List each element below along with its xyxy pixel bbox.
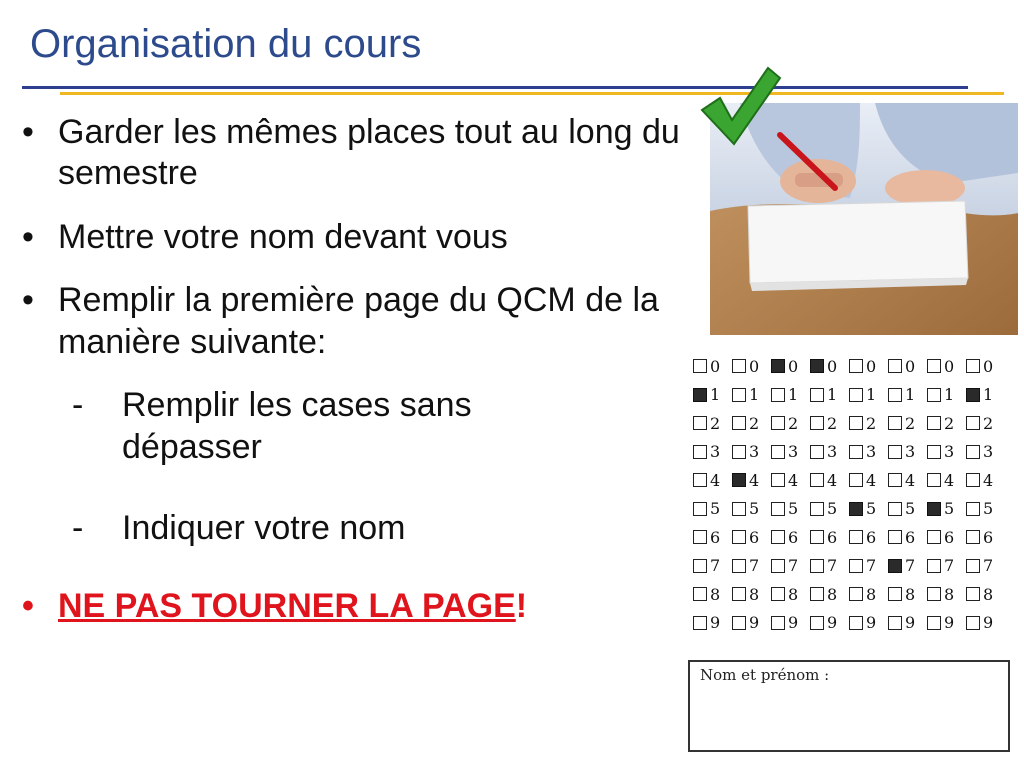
answer-box xyxy=(927,473,941,487)
answer-digit: 7 xyxy=(905,556,916,576)
answer-cell xyxy=(888,385,927,404)
answer-digit: 8 xyxy=(944,584,955,604)
answer-box xyxy=(810,502,824,516)
answer-box xyxy=(888,388,902,402)
answer-digit: 9 xyxy=(866,613,877,633)
answer-box xyxy=(693,559,707,573)
answer-box xyxy=(771,616,785,630)
answer-cell xyxy=(927,385,966,404)
answer-cell xyxy=(966,528,1005,547)
answer-digit: 3 xyxy=(788,442,799,462)
answer-cell xyxy=(849,471,888,490)
bullet-item xyxy=(22,112,682,195)
answer-digit: 0 xyxy=(866,356,877,376)
answer-digit: 8 xyxy=(983,584,994,604)
answer-box-filled xyxy=(810,359,824,373)
answer-box xyxy=(849,530,863,544)
answer-box-filled xyxy=(888,559,902,573)
answer-box xyxy=(810,473,824,487)
answer-box xyxy=(849,473,863,487)
answer-row xyxy=(693,409,1005,438)
bullet-item xyxy=(22,280,682,363)
answer-box xyxy=(732,445,746,459)
answer-digit: 6 xyxy=(749,527,760,547)
answer-cell xyxy=(810,585,849,604)
answer-digit: 5 xyxy=(905,499,916,519)
answer-box xyxy=(849,616,863,630)
answer-box xyxy=(849,587,863,601)
answer-cell xyxy=(849,585,888,604)
answer-digit: 0 xyxy=(788,356,799,376)
answer-box xyxy=(849,445,863,459)
answer-digit: 2 xyxy=(827,413,838,433)
slide-title: Organisation du cours xyxy=(30,22,422,66)
answer-box xyxy=(693,445,707,459)
answer-digit: 0 xyxy=(827,356,838,376)
answer-cell xyxy=(849,613,888,632)
answer-cell xyxy=(849,385,888,404)
answer-cell xyxy=(888,414,927,433)
answer-cell xyxy=(888,442,927,461)
answer-cell xyxy=(927,357,966,376)
answer-digit: 4 xyxy=(866,470,877,490)
answer-digit: 1 xyxy=(710,385,721,405)
answer-box xyxy=(810,559,824,573)
title-underline-accent xyxy=(60,92,1004,95)
answer-cell xyxy=(966,357,1005,376)
answer-cell xyxy=(927,585,966,604)
bullet-marker: • xyxy=(22,586,34,625)
answer-cell xyxy=(693,585,732,604)
answer-digit: 5 xyxy=(749,499,760,519)
title-underline-primary xyxy=(22,86,968,89)
bullet-item xyxy=(22,217,682,258)
answer-digit: 7 xyxy=(788,556,799,576)
answer-cell xyxy=(966,556,1005,575)
answer-digit: 9 xyxy=(788,613,799,633)
answer-cell xyxy=(732,585,771,604)
answer-digit: 9 xyxy=(905,613,916,633)
answer-cell xyxy=(732,499,771,518)
answer-digit: 2 xyxy=(710,413,721,433)
answer-row xyxy=(693,523,1005,552)
answer-digit: 3 xyxy=(749,442,760,462)
answer-box xyxy=(849,559,863,573)
answer-cell xyxy=(732,414,771,433)
answer-digit: 0 xyxy=(983,356,994,376)
answer-cell xyxy=(771,613,810,632)
answer-digit: 6 xyxy=(983,527,994,547)
bullet-text: Mettre votre nom devant vous xyxy=(58,217,508,256)
answer-digit: 8 xyxy=(905,584,916,604)
answer-cell xyxy=(810,556,849,575)
answer-digit: 6 xyxy=(944,527,955,547)
answer-cell xyxy=(888,528,927,547)
answer-cell xyxy=(732,613,771,632)
answer-digit: 4 xyxy=(944,470,955,490)
answer-digit: 3 xyxy=(866,442,877,462)
answer-box xyxy=(966,530,980,544)
answer-box xyxy=(810,616,824,630)
answer-digit: 8 xyxy=(749,584,760,604)
answer-digit: 4 xyxy=(905,470,916,490)
answer-cell xyxy=(693,499,732,518)
answer-digit: 3 xyxy=(905,442,916,462)
answer-box xyxy=(888,445,902,459)
bullet-marker: • xyxy=(22,217,34,256)
answer-digit: 2 xyxy=(944,413,955,433)
answer-digit: 4 xyxy=(827,470,838,490)
answer-box xyxy=(810,530,824,544)
warning-suffix: ! xyxy=(515,586,528,625)
answer-box-filled xyxy=(966,388,980,402)
answer-box xyxy=(810,445,824,459)
answer-box xyxy=(771,445,785,459)
answer-box xyxy=(966,359,980,373)
answer-digit: 1 xyxy=(827,385,838,405)
answer-cell xyxy=(771,442,810,461)
answer-digit: 7 xyxy=(710,556,721,576)
answer-box xyxy=(888,616,902,630)
answer-cell xyxy=(927,414,966,433)
answer-box xyxy=(693,359,707,373)
answer-box xyxy=(888,530,902,544)
answer-cell xyxy=(966,414,1005,433)
answer-digit: 1 xyxy=(749,385,760,405)
answer-digit: 6 xyxy=(827,527,838,547)
answer-box xyxy=(732,416,746,430)
answer-box xyxy=(888,473,902,487)
answer-digit: 7 xyxy=(983,556,994,576)
answer-digit: 6 xyxy=(710,527,721,547)
answer-box xyxy=(849,388,863,402)
answer-digit: 8 xyxy=(827,584,838,604)
answer-cell xyxy=(966,442,1005,461)
answer-cell xyxy=(693,385,732,404)
answer-cell xyxy=(966,585,1005,604)
answer-digit: 1 xyxy=(905,385,916,405)
bullet-text: Garder les mêmes places tout au long du semestre xyxy=(58,113,680,193)
answer-digit: 2 xyxy=(983,413,994,433)
answer-cell xyxy=(771,499,810,518)
answer-digit: 2 xyxy=(788,413,799,433)
answer-cell xyxy=(966,613,1005,632)
answer-box xyxy=(771,473,785,487)
answer-box xyxy=(888,587,902,601)
answer-box xyxy=(693,530,707,544)
answer-box xyxy=(966,502,980,516)
answer-digit: 8 xyxy=(710,584,721,604)
answer-box xyxy=(888,359,902,373)
answer-digit: 8 xyxy=(866,584,877,604)
answer-box xyxy=(732,359,746,373)
answer-cell xyxy=(693,442,732,461)
answer-cell xyxy=(888,499,927,518)
answer-digit: 3 xyxy=(944,442,955,462)
answer-digit: 1 xyxy=(983,385,994,405)
answer-digit: 2 xyxy=(905,413,916,433)
answer-cell xyxy=(771,556,810,575)
answer-box xyxy=(771,587,785,601)
answer-cell xyxy=(927,471,966,490)
answer-cell xyxy=(732,385,771,404)
answer-box xyxy=(810,388,824,402)
answer-cell xyxy=(693,471,732,490)
answer-cell xyxy=(888,357,927,376)
answer-cell xyxy=(693,556,732,575)
answer-box xyxy=(693,616,707,630)
answer-digit: 0 xyxy=(944,356,955,376)
bullet-list xyxy=(22,112,682,649)
answer-cell xyxy=(927,528,966,547)
answer-cell xyxy=(771,385,810,404)
answer-digit: 3 xyxy=(827,442,838,462)
answer-box xyxy=(966,473,980,487)
answer-cell xyxy=(810,385,849,404)
answer-digit: 9 xyxy=(710,613,721,633)
answer-digit: 9 xyxy=(827,613,838,633)
answer-box-filled xyxy=(732,473,746,487)
answer-digit: 5 xyxy=(866,499,877,519)
answer-digit: 4 xyxy=(710,470,721,490)
answer-box xyxy=(849,416,863,430)
answer-sheet-grid xyxy=(693,352,1005,642)
answer-box xyxy=(927,616,941,630)
answer-digit: 7 xyxy=(866,556,877,576)
answer-box xyxy=(888,416,902,430)
answer-cell xyxy=(732,471,771,490)
name-label: Nom et prénom : xyxy=(700,666,830,684)
answer-box xyxy=(966,616,980,630)
answer-cell xyxy=(693,528,732,547)
answer-digit: 0 xyxy=(749,356,760,376)
sub-bullet-marker: - xyxy=(72,509,84,548)
answer-cell xyxy=(732,357,771,376)
answer-box xyxy=(927,388,941,402)
answer-cell xyxy=(849,414,888,433)
answer-digit: 9 xyxy=(749,613,760,633)
answer-digit: 4 xyxy=(749,470,760,490)
answer-cell xyxy=(693,357,732,376)
answer-cell xyxy=(732,528,771,547)
answer-cell xyxy=(810,442,849,461)
answer-box xyxy=(849,359,863,373)
answer-box xyxy=(732,587,746,601)
answer-row xyxy=(693,352,1005,381)
answer-cell xyxy=(849,499,888,518)
answer-cell xyxy=(771,528,810,547)
answer-box xyxy=(693,416,707,430)
warning-bullet xyxy=(22,586,682,627)
answer-cell xyxy=(927,556,966,575)
answer-digit: 7 xyxy=(827,556,838,576)
answer-box xyxy=(927,359,941,373)
answer-digit: 2 xyxy=(749,413,760,433)
answer-digit: 2 xyxy=(866,413,877,433)
answer-digit: 6 xyxy=(866,527,877,547)
answer-digit: 0 xyxy=(710,356,721,376)
answer-cell xyxy=(810,528,849,547)
answer-cell xyxy=(849,442,888,461)
answer-cell xyxy=(927,499,966,518)
answer-cell xyxy=(966,499,1005,518)
answer-cell xyxy=(771,471,810,490)
answer-cell xyxy=(888,471,927,490)
answer-box xyxy=(927,416,941,430)
answer-digit: 5 xyxy=(983,499,994,519)
answer-box xyxy=(966,587,980,601)
answer-box xyxy=(966,445,980,459)
sub-bullet-text: Indiquer votre nom xyxy=(122,509,406,548)
answer-digit: 5 xyxy=(788,499,799,519)
answer-digit: 1 xyxy=(944,385,955,405)
answer-row xyxy=(693,466,1005,495)
answer-box xyxy=(927,445,941,459)
answer-row xyxy=(693,381,1005,410)
answer-digit: 9 xyxy=(944,613,955,633)
answer-box xyxy=(966,416,980,430)
answer-box xyxy=(732,530,746,544)
sub-bullet-text: Remplir les cases sans dépasser xyxy=(122,386,472,466)
answer-row xyxy=(693,495,1005,524)
answer-box xyxy=(732,388,746,402)
sub-bullet-item xyxy=(22,508,682,549)
checkmark-icon xyxy=(698,62,782,148)
answer-cell xyxy=(849,357,888,376)
answer-cell xyxy=(771,585,810,604)
bullet-text: Remplir la première page du QCM de la manière suivante: xyxy=(58,281,659,361)
answer-digit: 1 xyxy=(788,385,799,405)
answer-box xyxy=(732,502,746,516)
answer-cell xyxy=(732,442,771,461)
answer-digit: 5 xyxy=(827,499,838,519)
answer-cell xyxy=(888,613,927,632)
answer-box xyxy=(771,502,785,516)
answer-cell xyxy=(849,528,888,547)
answer-box xyxy=(927,587,941,601)
answer-digit: 7 xyxy=(944,556,955,576)
answer-cell xyxy=(732,556,771,575)
answer-box xyxy=(810,587,824,601)
answer-box xyxy=(927,559,941,573)
answer-digit: 1 xyxy=(866,385,877,405)
answer-cell xyxy=(810,613,849,632)
sub-bullet-marker: - xyxy=(72,386,84,425)
answer-row xyxy=(693,552,1005,581)
answer-digit: 3 xyxy=(710,442,721,462)
answer-cell xyxy=(810,414,849,433)
answer-box xyxy=(732,559,746,573)
answer-cell xyxy=(927,442,966,461)
answer-row xyxy=(693,609,1005,638)
answer-row xyxy=(693,580,1005,609)
answer-box xyxy=(771,388,785,402)
answer-box-filled xyxy=(693,388,707,402)
answer-box xyxy=(927,530,941,544)
answer-cell xyxy=(693,613,732,632)
answer-cell xyxy=(693,414,732,433)
answer-box xyxy=(693,473,707,487)
answer-box-filled xyxy=(849,502,863,516)
answer-box xyxy=(693,587,707,601)
bullet-marker: • xyxy=(22,113,34,151)
answer-box xyxy=(693,502,707,516)
answer-row xyxy=(693,438,1005,467)
answer-digit: 5 xyxy=(944,499,955,519)
sub-bullet-item xyxy=(22,385,552,468)
answer-cell xyxy=(888,556,927,575)
answer-box xyxy=(888,502,902,516)
answer-digit: 4 xyxy=(983,470,994,490)
answer-cell xyxy=(966,385,1005,404)
answer-cell xyxy=(771,357,810,376)
answer-box-filled xyxy=(771,359,785,373)
answer-cell xyxy=(810,357,849,376)
answer-box xyxy=(771,559,785,573)
answer-digit: 0 xyxy=(905,356,916,376)
answer-box xyxy=(810,416,824,430)
answer-cell xyxy=(771,414,810,433)
answer-box xyxy=(966,559,980,573)
answer-box xyxy=(771,416,785,430)
answer-digit: 9 xyxy=(983,613,994,633)
answer-digit: 4 xyxy=(788,470,799,490)
answer-digit: 5 xyxy=(710,499,721,519)
answer-cell xyxy=(966,471,1005,490)
answer-cell xyxy=(810,471,849,490)
answer-cell xyxy=(888,585,927,604)
answer-digit: 6 xyxy=(788,527,799,547)
answer-box-filled xyxy=(927,502,941,516)
answer-cell xyxy=(927,613,966,632)
answer-cell xyxy=(810,499,849,518)
answer-digit: 7 xyxy=(749,556,760,576)
answer-box xyxy=(732,616,746,630)
answer-box xyxy=(771,530,785,544)
bullet-marker: • xyxy=(22,281,34,320)
warning-text: NE PAS TOURNER LA PAGE xyxy=(58,586,516,625)
answer-cell xyxy=(849,556,888,575)
name-field xyxy=(688,660,1010,752)
answer-digit: 6 xyxy=(905,527,916,547)
answer-digit: 3 xyxy=(983,442,994,462)
answer-digit: 8 xyxy=(788,584,799,604)
